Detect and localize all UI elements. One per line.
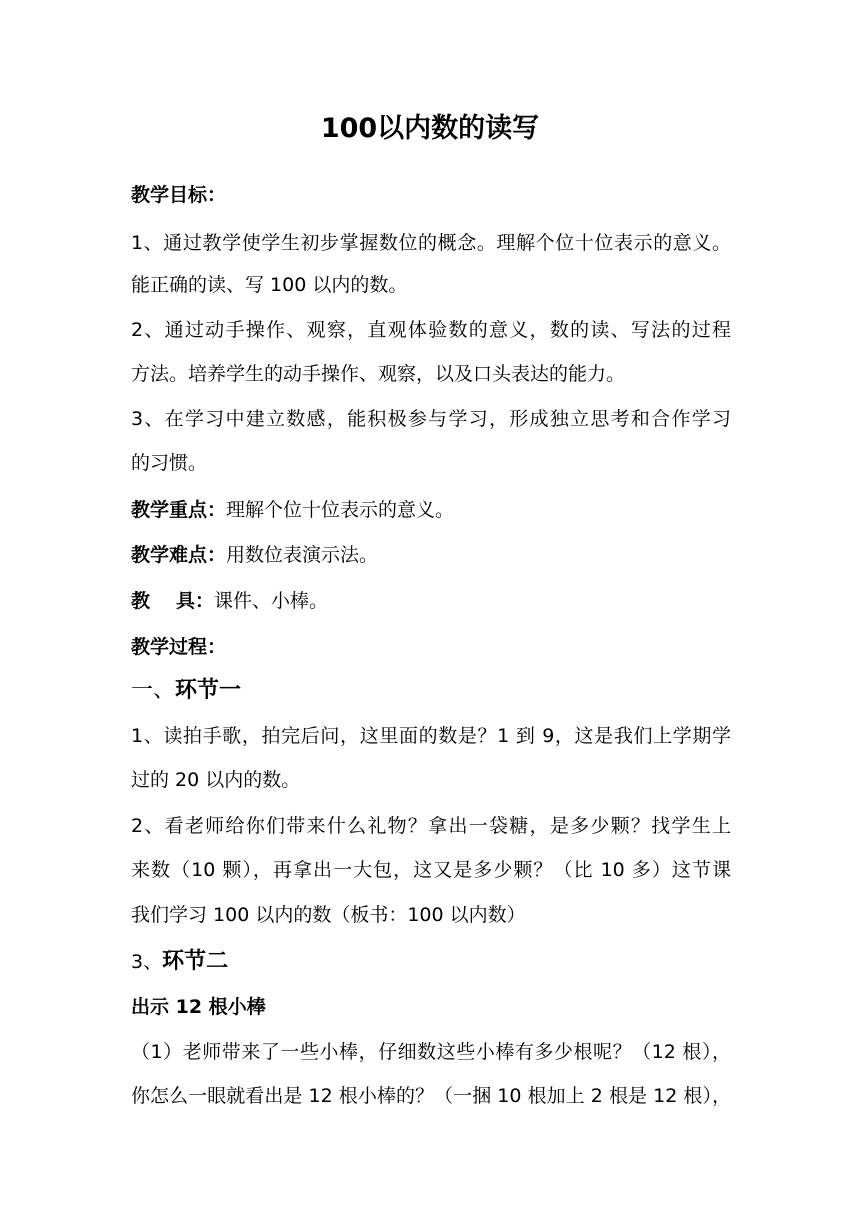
- section-2-title: 环节二: [162, 949, 229, 974]
- section-1-item-1-line-2: 过的 20 以内的数。: [131, 769, 301, 791]
- tools-label-b: 具：: [176, 590, 215, 612]
- objective-3-line-2: 的习惯。: [131, 452, 208, 474]
- process-heading: 教学过程：: [131, 636, 227, 658]
- key-point-label: 教学重点：: [131, 499, 227, 521]
- objective-2-line-1: 2、通过动手操作、观察，直观体验数的意义，数的读、写法的过程: [131, 319, 731, 341]
- tools: [131, 589, 731, 613]
- difficulty: [131, 543, 731, 567]
- key-point: [131, 498, 731, 522]
- section-1-title: 环节一: [175, 678, 242, 703]
- section-1-item-2-line-2: 来数（10 颗），再拿出一大包，这又是多少颗？（比 10 多）这节课: [131, 859, 731, 881]
- objective-1-line-2: 能正确的读、写 100 以内的数。: [131, 274, 408, 296]
- section-2-paragraph-line-2: 你怎么一眼就看出是 12 根小棒的？（一捆 10 根加上 2 根是 12 根），: [131, 1085, 731, 1107]
- difficulty-text: 用数位表演示法。: [226, 544, 379, 566]
- objective-2-line-2: 方法。培养学生的动手操作、观察，以及口头表达的能力。: [131, 363, 626, 385]
- document-title: 100以内数的读写: [320, 113, 540, 144]
- section-1-item-2-line-3: 我们学习 100 以内的数（板书：100 以内数）: [131, 904, 526, 926]
- section-2-heading: [131, 948, 731, 976]
- section-1-prefix: 一、: [131, 678, 176, 703]
- tools-label-a: 教: [131, 590, 151, 612]
- key-point-text: 理解个位十位表示的意义。: [226, 499, 455, 521]
- sub-heading: 出示 12 根小棒: [131, 996, 266, 1018]
- objective-1-line-1: 1、通过教学使学生初步掌握数位的概念。理解个位十位表示的意义。: [131, 232, 731, 254]
- objectives-heading: 教学目标：: [131, 184, 227, 206]
- section-1-item-2-line-1: 2、看老师给你们带来什么礼物？拿出一袋糖，是多少颗？找学生上: [131, 815, 731, 837]
- section-2-paragraph-line-1: （1）老师带来了一些小棒，仔细数这些小棒有多少根呢？（12 根），: [131, 1041, 731, 1063]
- tools-text: 课件、小棒。: [214, 590, 329, 612]
- difficulty-label: 教学难点：: [131, 544, 227, 566]
- objective-3-line-1: 3、在学习中建立数感，能积极参与学习，形成独立思考和合作学习: [131, 408, 731, 430]
- section-1-item-1-line-1: 1、读拍手歌，拍完后问，这里面的数是？1 到 9，这是我们上学期学: [131, 725, 731, 747]
- section-2-prefix: 3、: [131, 951, 163, 973]
- section-1-heading: [131, 677, 731, 705]
